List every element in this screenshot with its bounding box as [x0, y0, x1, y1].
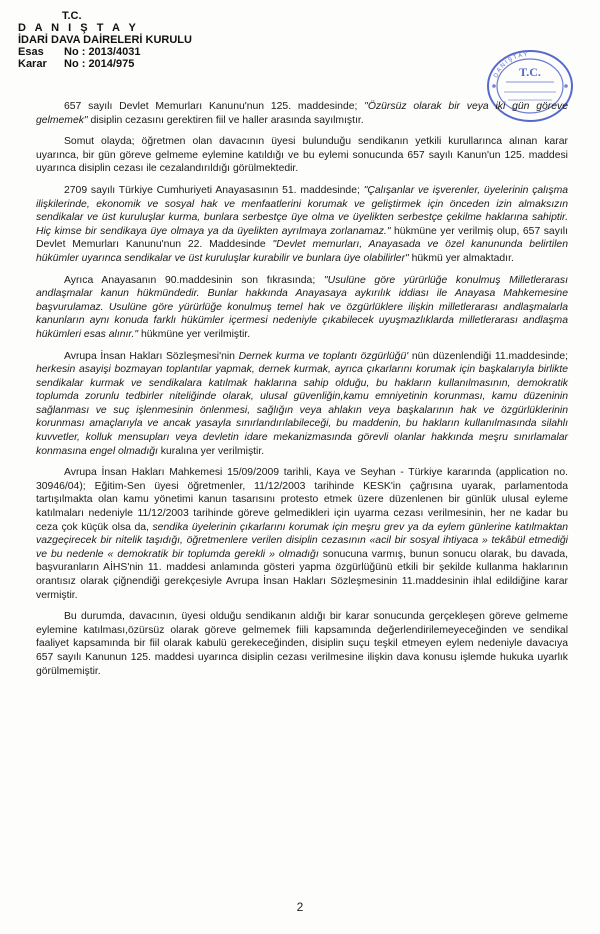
paragraph-4: [36, 274, 568, 342]
p1-text: 657 sayılı Devlet Memurları Kanunu'nun 125. maddesinde;: [64, 101, 365, 112]
p5-title: Dernek kurma ve toplantı özgürlüğü': [238, 350, 409, 362]
paragraph-1: [36, 100, 568, 127]
p3-text-mid: hükmüne yer verilmiş olup, 657 sayılı Devlet Memurları Kanunu'nun 22. Maddesinde: [36, 225, 568, 251]
p3-quote-law: "Devlet memurları, Anayasada ve özel kanununda belirtilen hükümler uyarınca sendikalar ve üst kuruluşlar kurabilir ve bunlara üye olabilirler": [36, 239, 568, 264]
p3-quote-constitution: "Çalışanlar ve işverenler, üyelerinin çalışma ilişkilerinde, ekonomik ve sosyal hak ve menfaatlerini korumak ve geliştirmek için önceden izin almaksızın sendikalar ve üst kuruluşlar kurma, bunlara serbestçe üye olma ve üyelikten serbestçe çekilme haklarına sahiptir. Hiç kimse bir sendikaya üye olmaya ya da üyelikten ayrılmaya zorlanamaz.": [36, 184, 568, 237]
p6-quote: sendika üyelerinin çıkarlarını korumak için meşru grev ya da eylem günlerine katılmaktan vazgeçirecek bir nitelik taşıdığı, öğretmenlere verilen disiplin cezasının «acil bir sosyal ihtiyaca » tekâbül etmediği ve bu nedenle « demokratik bir toplumda gerekli » olmadığı: [36, 521, 568, 560]
p1-text-end: disiplin cezasını gerektiren fiil ve haller arasında sayılmıştır.: [87, 114, 364, 126]
p1-quote: "Özürsüz olarak bir veya iki gün göreve gelmemek": [36, 101, 568, 126]
p5-text-end: kuralına yer verilmiştir.: [157, 445, 265, 457]
p4-quote: "Usulüne göre yürürlüğe konulmuş Milletlerarası andlaşmalar kanun hükmündedir. Bunlar hakkında Anayasaya aykırılık iddiası ile Anayasa Mahkemesine başvurulamaz. Usulüne göre yürürlüğe konulmuş temel hak ve özgürlüklere ilişkin milletlerarası andlaşmalarla kanunların aynı konuda farklı hükümler içermesi nedeniyle çıkabilecek uyuşmazlıklarda milletlerarası andlaşma hükümleri esas alınır.": [36, 274, 568, 340]
header-karar-row: [18, 58, 192, 70]
p3-text-end: hükmü yer almaktadır.: [408, 252, 514, 264]
paragraph-3: [36, 184, 568, 266]
p6-text-end: sonucuna varmış, bunun sonucu olarak, bu davada, başvuranların AİHS'nin 11. maddesi anlamında gösteri yapma özgürlüğünü etkili bir şekilde kullanma haklarının orantısız olarak çiğnendiği gerekçesiyle Avrupa İnsan Hakları Sözleşmesinin 11.maddesinin ihlal edildiğine karar vermiştir.: [36, 548, 569, 601]
p3-text: 2709 sayılı Türkiye Cumhuriyeti Anayasasının 51. maddesinde;: [64, 184, 364, 196]
p6-text: Avrupa İnsan Hakları Mahkemesi 15/09/2009 tarihli, Kaya ve Seyhan - Türkiye kararında (application no. 30946/04); Eğitim-Sen üyesi öğretmenler, 11/12/2003 tarihinde KESK'in çağrısına uyarak, parlamentoda tartışılmakta olan kamu yönetimi kanun tasarısını protesto etmek üzere düzenlenen bir günlük ulusal eyleme katılmaları nedeniyle 11/12/2003 tarihinde göreve gelmedikleri için uyarma cezası verilmesinin, her ne kadar bu ceza çok küçük olsa da,: [36, 467, 568, 533]
header-tc: T.C.: [62, 10, 82, 22]
p5-quote: herkesin asayişi bozmayan toplantılar yapmak, dernek kurmak, ayrıca çıkarlarını korumak için başkalarıyla birlikte sendikalar kurmak ve sendikalara katılmak haklarına sahip olduğu, bu hakların kullanılmasının, demokratik toplumda zorunlu tedbirler niteliğinde olarak, ulusal güvenliğin,kamu emniyetinin korunması, kamu düzeninin sağlanması ve suç işlenmesinin önlenmesi, sağlığın veya ahlakın veya başkalarının hak ve özgürlüklerinin korunması amaçlarıyla ve ancak yasayla sınırlandırılabileceği, bu maddenin, bu hakların kullanılmasında silahlı kuvvetler, kolluk mensupları veya devletin idare mekanizmasında görevli olanlar hakkında meşru sınırlamalar konmasına engel olmadığı: [36, 364, 568, 457]
p5-text: Avrupa İnsan Hakları Sözleşmesi'nin: [64, 350, 239, 362]
p5-text-mid: nün düzenlendiği 11.maddesinde;: [408, 350, 568, 362]
paragraph-6: [36, 466, 568, 602]
p4-text: Ayrıca Anayasanın 90.maddesinin son fıkrasında;: [64, 274, 324, 286]
page-number: 2: [296, 900, 304, 914]
paragraph-2: Somut olayda; öğretmen olan davacının üyesi bulunduğu sendikanın yetkili kurullarınca alınan karar uyarınca, bir gün göreve gelmeme eylemine katıldığı ve bu eylemi sonucunda 657 sayılı Kanun'un 125. maddesi uyarınca disiplin cezası ile cezalandırıldığı görülmektedir.: [36, 136, 568, 175]
header-chamber-name: İDARİ DAVA DAİRELERİ KURULU: [18, 34, 192, 46]
paragraph-7: Bu durumda, davacının, üyesi olduğu sendikanın aldığı bir karar sonucunda gerçekleşen göreve gelmeme eylemine katılması,özürsüz olarak göreve gelmemek fiili kapsamında değerlendirilemeyeceğinden ve sendikal faaliyet kapsamında bir fiil olarak kabulü gerekeceğinden, disiplin suçu teşkil etmeyen eylem nedeniyle davacıya 657 sayılı Kanunun 125. maddesi uyarınca disiplin cezası verilmesine ilişkin dava konusu işlemde hukuka uyarlık görülmemiştir.: [36, 611, 568, 677]
document-header: [18, 10, 192, 70]
stamp-ring-text: DANIŞTAY: [493, 51, 530, 79]
esas-label: Esas: [18, 46, 44, 58]
header-esas-row: [18, 46, 192, 58]
p4-text-end: hükmüne yer verilmiştir.: [138, 328, 251, 340]
header-court-name: D A N I Ş T A Y: [18, 22, 139, 34]
paragraph-5: [36, 350, 568, 459]
esas-value: No : 2013/4031: [64, 46, 141, 58]
karar-value: No : 2014/975: [64, 58, 135, 70]
stamp-tc-text: T.C.: [519, 65, 541, 79]
karar-label: Karar: [18, 58, 47, 70]
document-body: [36, 100, 568, 686]
